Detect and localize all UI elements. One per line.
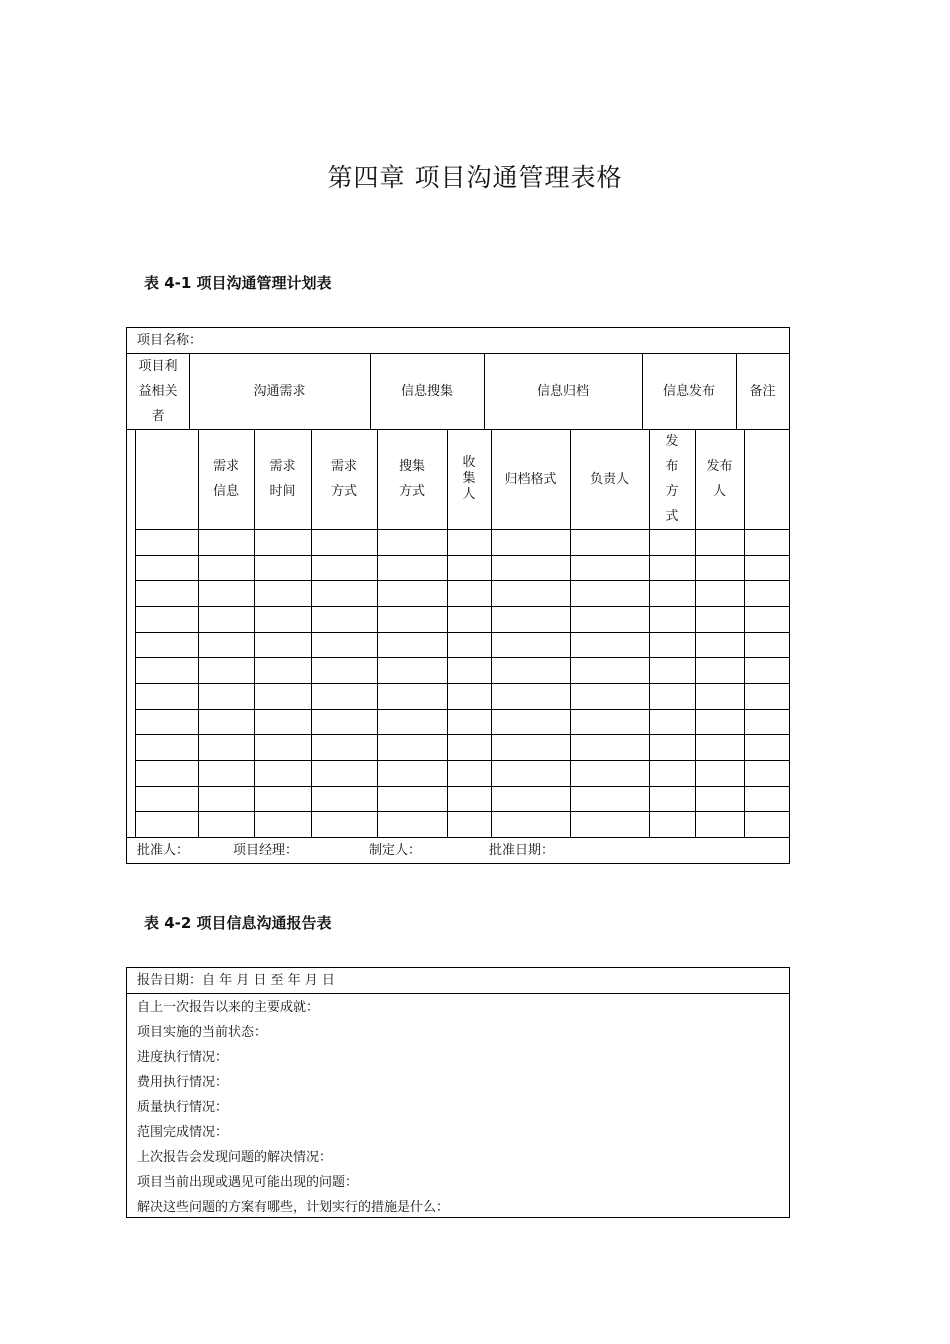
header-info-archive: 信息归档 xyxy=(536,384,589,399)
report-item: 费用执行情况： xyxy=(137,1075,229,1090)
header-info-collect: 信息搜集 xyxy=(400,384,453,399)
subheader-collector: 收集人 xyxy=(462,455,476,502)
report-item: 自上一次报告以来的主要成就： xyxy=(137,1000,320,1015)
table-row-divider xyxy=(135,632,789,633)
report-item: 上次报告会发现问题的解决情况： xyxy=(137,1150,333,1165)
chapter-title: 第四章 项目沟通管理表格 xyxy=(327,163,623,192)
table-row-divider xyxy=(135,580,789,581)
table-row-divider xyxy=(135,555,789,556)
table2-caption: 表 4-2 项目信息沟通报告表 xyxy=(144,914,332,932)
approve-date-label: 批准日期： xyxy=(489,843,555,858)
subheader-need-time: 需求时间 xyxy=(269,459,296,499)
header-stakeholder: 项目利益相关者 xyxy=(138,359,178,424)
report-date-label: 报告日期：自 年 月 日 至 年 月 日 xyxy=(137,973,335,988)
header-info-publish: 信息发布 xyxy=(662,384,715,399)
report-item: 范围完成情况： xyxy=(137,1125,229,1140)
approver-label: 批准人： xyxy=(137,843,190,858)
table-row-divider xyxy=(135,734,789,735)
table-row-divider xyxy=(135,657,789,658)
subheader-publish-method: 发布方式 xyxy=(665,434,679,524)
report-item: 进度执行情况： xyxy=(137,1050,229,1065)
report-item: 质量执行情况： xyxy=(137,1100,229,1115)
subheader-publisher: 发布人 xyxy=(706,459,733,499)
table-row-divider xyxy=(135,760,789,761)
communication-plan-table xyxy=(126,327,790,864)
subheader-need-info: 需求信息 xyxy=(212,459,239,499)
subheader-collect-method: 搜集方式 xyxy=(398,459,425,499)
table-row-divider xyxy=(135,529,789,530)
project-name-label: 项目名称： xyxy=(137,333,203,348)
header-comm-needs: 沟通需求 xyxy=(253,384,306,399)
subheader-responsible: 负责人 xyxy=(589,471,629,487)
report-item: 项目实施的当前状态： xyxy=(137,1025,268,1040)
report-item: 项目当前出现或遇见可能出现的问题： xyxy=(137,1175,359,1190)
communication-report-table xyxy=(126,967,790,1218)
table-row-divider xyxy=(135,811,789,812)
header-remarks: 备注 xyxy=(749,384,776,399)
subheader-archive-format: 归档格式 xyxy=(504,471,557,487)
table1-footer xyxy=(127,837,789,864)
pm-label: 项目经理： xyxy=(233,843,299,858)
table-row-divider xyxy=(135,683,789,684)
table-row-divider xyxy=(135,606,789,607)
report-item: 解决这些问题的方案有哪些，计划实行的措施是什么： xyxy=(137,1200,450,1215)
table1-caption: 表 4-1 项目沟通管理计划表 xyxy=(144,274,332,292)
maker-label: 制定人： xyxy=(369,843,422,858)
subheader-need-method: 需求方式 xyxy=(330,459,357,499)
table-row-divider xyxy=(135,709,789,710)
table-row-divider xyxy=(135,786,789,787)
